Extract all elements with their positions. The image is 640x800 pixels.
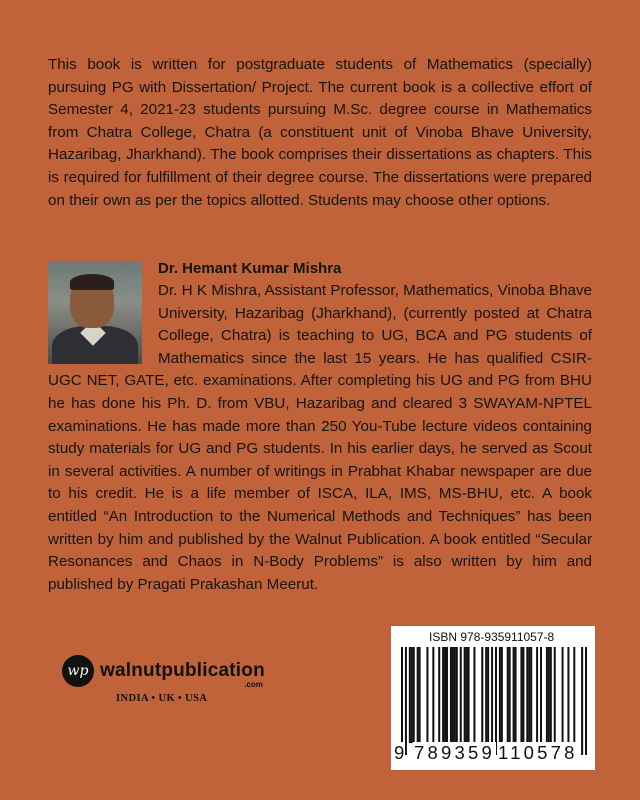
barcode-bar bbox=[485, 647, 487, 743]
barcode-bar bbox=[468, 647, 470, 743]
barcode-bar bbox=[550, 647, 552, 743]
barcode-bar bbox=[507, 647, 509, 743]
barcode-bar bbox=[456, 647, 458, 743]
barcode-bar bbox=[546, 647, 548, 743]
publisher-logo bbox=[62, 655, 265, 687]
barcode-bar bbox=[536, 647, 538, 743]
barcode-bar bbox=[530, 647, 532, 743]
barcode-bar bbox=[495, 647, 497, 755]
barcode-bar bbox=[409, 647, 411, 743]
author-name: Dr. Hemant Kumar Mishra bbox=[158, 260, 342, 277]
barcode-bar bbox=[573, 647, 575, 743]
barcode-bar bbox=[452, 647, 454, 743]
barcode-bar bbox=[432, 647, 434, 743]
barcode-bar bbox=[411, 647, 413, 743]
barcode-bar bbox=[567, 647, 569, 743]
publisher-wordmark bbox=[100, 660, 265, 689]
barcode-bar bbox=[413, 647, 415, 743]
barcode-bar bbox=[442, 647, 444, 743]
barcode-digit-lead: 9 bbox=[394, 742, 405, 763]
barcode-bar bbox=[417, 647, 419, 743]
barcode-bar bbox=[426, 647, 428, 743]
barcode-bar bbox=[540, 647, 542, 743]
barcode-bar bbox=[446, 647, 448, 743]
barcode-bar bbox=[466, 647, 468, 743]
barcode-bar bbox=[548, 647, 550, 743]
barcode-digit-group-2: 110578 bbox=[498, 742, 578, 763]
barcode-bar bbox=[499, 647, 501, 743]
barcode-bars bbox=[401, 647, 587, 755]
barcode-bar bbox=[450, 647, 452, 743]
barcode-bar bbox=[460, 647, 462, 743]
barcode-bar bbox=[473, 647, 475, 743]
barcode-bar bbox=[528, 647, 530, 743]
publisher-name: walnutpublication bbox=[100, 660, 265, 681]
barcode-digits bbox=[393, 742, 593, 768]
barcode bbox=[391, 626, 595, 770]
barcode-bar bbox=[464, 647, 466, 743]
barcode-bar bbox=[520, 647, 522, 743]
barcode-bar bbox=[454, 647, 456, 743]
barcode-bar bbox=[444, 647, 446, 743]
barcode-bar bbox=[487, 647, 489, 743]
author-bio bbox=[48, 280, 592, 596]
barcode-bar bbox=[562, 647, 564, 743]
publisher-regions: INDIA • UK • USA bbox=[116, 693, 208, 704]
barcode-bar bbox=[438, 647, 440, 743]
barcode-bar bbox=[585, 647, 587, 755]
barcode-bar bbox=[554, 647, 556, 743]
barcode-bar bbox=[509, 647, 511, 743]
author-bio-text: Dr. H K Mishra, Assistant Professor, Mathematics, Vinoba Bhave University, Hazaribag (Jharkhand), (currently posted at Chatra College, Chatra) is teaching to UG, BCA and PG students of Mathematics since the last 15 years. He has qualified CSIR-UGC NET, GATE, etc. examinations. After completing his UG and PG from BHU he has done his Ph. D. from VBU, Hazaribag and cleared 3 SWAYAM-NPTEL examinations. He has made more than 250 You-Tube lecture videos containing study materials for UG and PG students. In his earlier days, he served as Scout in several activities. A number of writings in Prabhat Khabar newspaper are due to his credit. He is a life member of ISCA, ILA, IMS, MS-BHU, etc. A book entitled “An Introduction to the Numerical Methods and Techniques” has been written by him and published by the Walnut Publication. A book entitled “Secular Resonances and Chaos in N-Body Problems” is also written by him and published by Pragati Prakashan Meerut. bbox=[48, 282, 592, 593]
barcode-bar bbox=[522, 647, 524, 743]
publisher-domain: .com bbox=[244, 680, 263, 689]
publisher-monogram-icon: wp bbox=[62, 655, 94, 687]
book-description: This book is written for postgraduate students of Mathematics (specially) pursuing PG with Dissertation/ Project. The current book is a collective effort of Semester 4, 2021-23 students pursuing M.Sc. degree course in Mathematics from Chatra College, Chatra (a constituent unit of Vinoba Bhave University, Hazaribag, Jharkhand). The book comprises their dissertations as chapters. This is required for fulfillment of their degree course. The dissertations were prepared on their own as per the topics allotted. Students may choose other options. bbox=[48, 56, 592, 209]
barcode-bar bbox=[481, 647, 483, 743]
barcode-bar bbox=[515, 647, 517, 743]
barcode-bar bbox=[401, 647, 403, 755]
barcode-bar bbox=[501, 647, 503, 743]
barcode-bar bbox=[419, 647, 421, 743]
barcode-bar bbox=[526, 647, 528, 743]
barcode-bar bbox=[491, 647, 493, 755]
barcode-digit-group-1: 789359 bbox=[414, 742, 495, 763]
isbn-label: ISBN 978-935911057-8 bbox=[429, 630, 555, 644]
barcode-bar bbox=[513, 647, 515, 743]
barcode-bar bbox=[581, 647, 583, 755]
barcode-bar bbox=[405, 647, 407, 755]
